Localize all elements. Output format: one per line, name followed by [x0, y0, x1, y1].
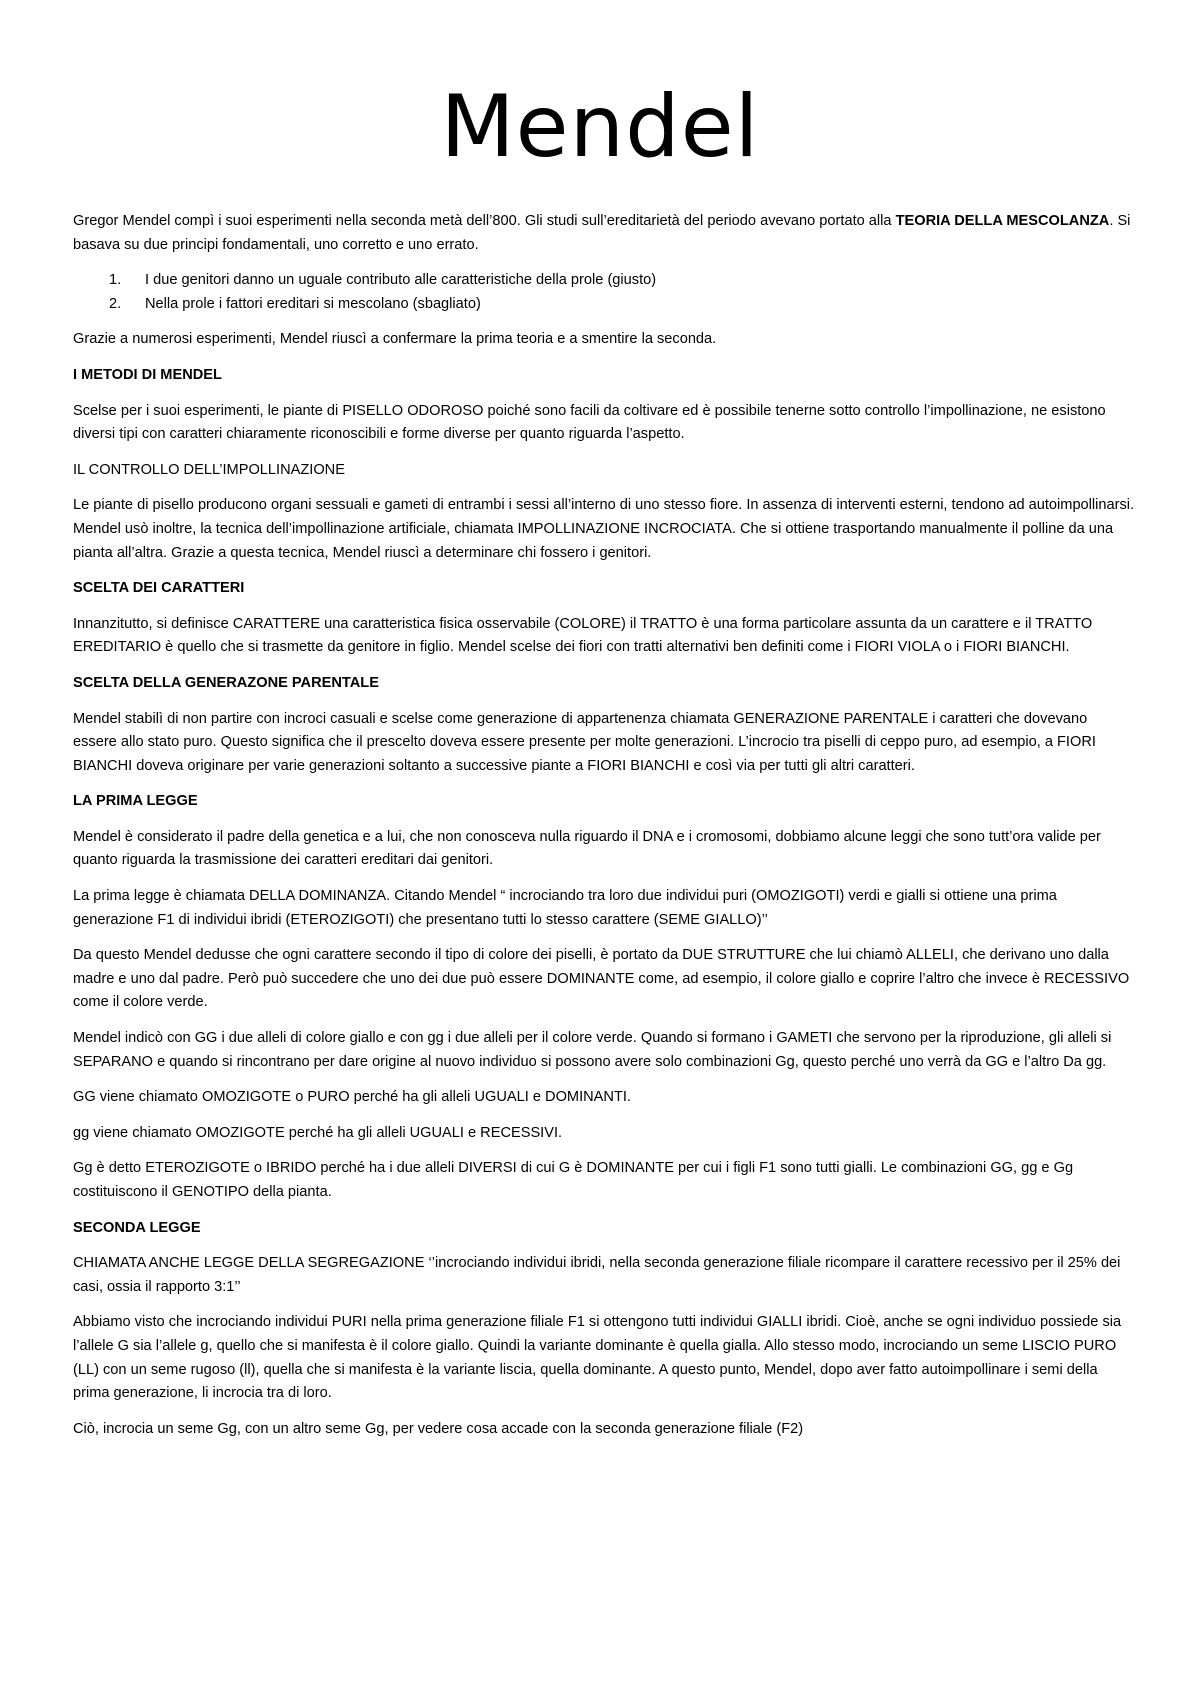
paragraph: Gg è detto ETEROZIGOTE o IBRIDO perché ha i due alleli DIVERSI di cui G è DOMINANTE per cui i figli F1 sono tutti gialli. Le combinazioni GG, gg e Gg costituiscono il GENOTIPO della pianta. [73, 1160, 1074, 1200]
paragraph: Mendel è considerato il padre della genetica e a lui, che non conosceva nulla riguardo il DNA e i cromosomi, dobbiamo alcune leggi che sono tutt’ora valide per quanto riguarda la trasmissione dei caratteri ereditari dai genitori. [73, 828, 1101, 869]
paragraph: CHIAMATA ANCHE LEGGE DELLA SEGREGAZIONE ‘’incrociando individui ibridi, nella seconda generazione filiale ricompare il carattere recessivo per il 25% dei casi, ossia il rapporto 3:1’’ [73, 1255, 1121, 1295]
subheading-impollinazione: IL CONTROLLO DELL’IMPOLLINAZIONE [73, 461, 345, 478]
paragraph: gg viene chiamato OMOZIGOTE perché ha gli alleli UGUALI e RECESSIVI. [73, 1124, 563, 1141]
list-item [73, 269, 1135, 293]
paragraph: Mendel stabilì di non partire con incroci casuali e scelse come generazione di appartenenza chiamata GENERAZIONE PARENTALE i caratteri che dovevano essere allo stato puro. Questo significa che il prescelto doveva essere presente per molte generazioni. L’incrocio tra piselli di ceppo puro, ad esempio, a FIORI BIANCHI doveva originare per varie generazioni soltanto a successive piante a FIORI BIANCHI e così via per tutti gli altri caratteri. [73, 710, 1096, 774]
section-heading-prima-legge: LA PRIMA LEGGE [73, 793, 198, 810]
intro-text-end: . Si basava su due principi fondamentali, uno corretto e uno errato. [73, 213, 1131, 253]
list-item [73, 293, 1135, 317]
list-number: 2. [109, 295, 122, 312]
section-heading-parentale: SCELTA DELLA GENERAZONE PARENTALE [73, 674, 379, 691]
paragraph: GG viene chiamato OMOZIGOTE o PURO perché ha gli alleli UGUALI e DOMINANTI. [73, 1089, 631, 1106]
paragraph: Scelse per i suoi esperimenti, le piante di PISELLO ODOROSO poiché sono facili da coltivare ed è possibile tenerne sotto controllo l’impollinazione, ne esistono diversi tipi con caratteri chiaramente riconoscibili e forme diverse per quanto riguarda l’aspetto. [73, 402, 1106, 443]
paragraph: Da questo Mendel dedusse che ogni carattere secondo il tipo di colore dei piselli, è portato da DUE STRUTTURE che lui chiamò ALLELI, che derivano uno dalla madre e uno dal padre. Però può succedere che uno dei due può essere DOMINANTE come, ad esempio, il colore giallo e coprire l’altro che invece è RECESSIVO come il colore verde. [73, 947, 1130, 1011]
list-item-text: I due genitori danno un uguale contributo alle caratteristiche della prole (giusto) [145, 272, 657, 289]
list-item-text: Nella prole i fattori ereditari si mescolano (sbagliato) [145, 295, 481, 312]
paragraph: Abbiamo visto che incrociando individui PURI nella prima generazione filiale F1 si ottengono tutti individui GIALLI ibridi. Cioè, anche se ogni individuo possiede sia l’allele G sia l’allele g, quello che si manifesta è il colore giallo. Quindi la variante dominante è quella gialla. Allo stesso modo, incrociando un seme LISCIO PURO (LL) con un seme rugoso (ll), quella che si manifesta è la variante liscia, quella dominante. A questo punto, Mendel, dopo aver fatto autoimpollinare i semi della prima generazione, li incrocia tra di loro. [73, 1314, 1122, 1402]
paragraph: Innanzitutto, si definisce CARATTERE una caratteristica fisica osservabile (COLORE) il TRATTO è una forma particolare assunta da un carattere e il TRATTO EREDITARIO è quello che si trasmette da genitore in figlio. Mendel scelse dei fiori con tratti alternativi ben definiti come i FIORI VIOLA o i FIORI BIANCHI. [73, 615, 1093, 656]
list-number: 1. [109, 272, 122, 289]
intro-text: Gregor Mendel compì i suoi esperimenti nella seconda metà dell’800. Gli studi sull’ereditarietà del periodo avevano portato alla [73, 213, 896, 229]
intro-paragraph [73, 210, 1135, 257]
paragraph: Mendel indicò con GG i due alleli di colore giallo e con gg i due alleli per il colore verde. Quando si formano i GAMETI che servono per la riproduzione, gli alleli si SEPARANO e quando si rincontrano per dare origine al nuovo individuo si possono avere solo combinazioni Gg, questo perché uno verrà da GG e l’altro Da gg. [73, 1030, 1112, 1070]
intro-bold-term: TEORIA DELLA MESCOLANZA [895, 213, 1110, 229]
paragraph: Le piante di pisello producono organi sessuali e gameti di entrambi i sessi all’interno di uno stesso fiore. In assenza di interventi esterni, tendono ad autoimpollinarsi. Mendel usò inoltre, la tecnica dell’impollinazione artificiale, chiamata IMPOLLINAZIONE INCROCIATA. Che si ottiene trasportando manualmente il polline da una pianta all’altra. Grazie a questa tecnica, Mendel riuscì a determinare chi fossero i genitori. [73, 497, 1135, 561]
document-body [73, 210, 1135, 1453]
section-heading-metodi: I METODI DI MENDEL [73, 366, 222, 383]
principles-list [73, 269, 1135, 316]
paragraph: Ciò, incrocia un seme Gg, con un altro seme Gg, per vedere cosa accade con la seconda generazione filiale (F2) [73, 1420, 804, 1437]
paragraph: La prima legge è chiamata DELLA DOMINANZA. Citando Mendel “ incrociando tra loro due individui puri (OMOZIGOTI) verdi e gialli si ottiene una prima generazione F1 di individui ibridi (ETEROZIGOTI) che presentano tutti lo stesso carattere (SEME GIALLO)’’ [73, 888, 1057, 928]
page-title: Mendel [440, 77, 760, 177]
intro-conclusion: Grazie a numerosi esperimenti, Mendel riuscì a confermare la prima teoria e a smentire la seconda. [73, 331, 717, 348]
section-heading-caratteri: SCELTA DEI CARATTERI [73, 580, 245, 597]
section-heading-seconda-legge: SECONDA LEGGE [73, 1219, 201, 1236]
